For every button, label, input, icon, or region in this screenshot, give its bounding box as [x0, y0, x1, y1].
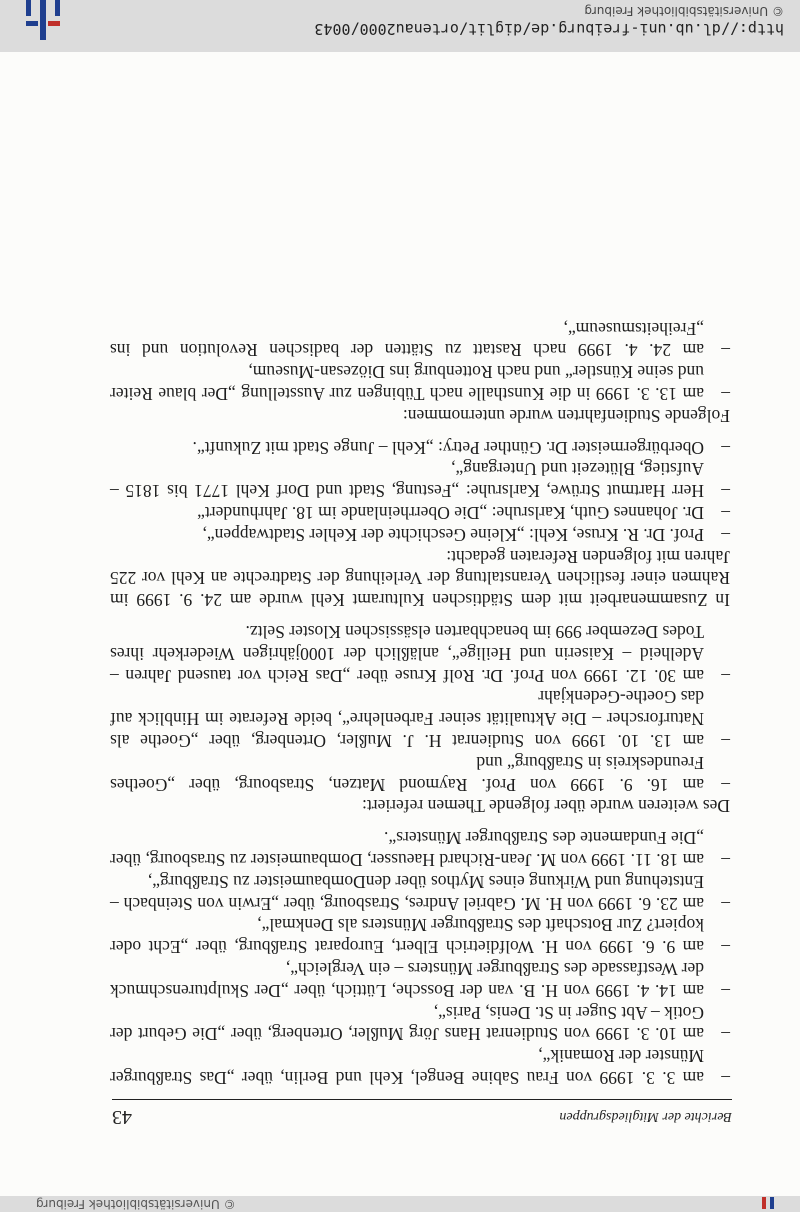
dash-marker: – — [721, 774, 730, 795]
dash-marker: – — [721, 437, 730, 458]
dash-marker: – — [721, 340, 730, 361]
dash-marker: – — [721, 503, 730, 524]
list-item: – Dr. Johannes Guth, Karlsruhe: „Die Oberrheinlande im 18. Jahrhundert“ — [197, 503, 730, 524]
library-credit: © Universitätsbibliothek Freiburg — [36, 1197, 236, 1211]
section-heading: Des weiteren wurde über folgende Themen referiert: — [362, 796, 730, 817]
dash-marker: – — [721, 850, 730, 871]
page-body — [110, 317, 730, 1088]
source-url-strip — [0, 0, 800, 52]
list-item: – Herr Hartmut Strüwe, Karlsruhe: „Festung, Stadt und Dorf Kehl 1771 bis 1815 – Aufstieg, Blütezeit und Untergang“, — [110, 459, 730, 502]
list-item: – am 23. 6. 1999 von H. M. Gabriel Andres, Strasbourg, über „Erwin von Steinbach – Entstehung und Wirkung eines Mythos über denDombaumeister zu Straßburg“, — [110, 871, 730, 914]
list-item: – am 10. 3. 1999 von Studienrat Hans Jörg Mußler, Ortenberg, über „Die Geburt der Gotik – Abt Suger in St. Denis, Paris“, — [110, 1002, 730, 1045]
lecture-list-c — [110, 436, 730, 545]
list-item: – Prof. Dr. R. Kruse, Kehl: „Kleine Geschichte der Kehler Stadtwappen“, — [202, 524, 730, 545]
lecture-list-b — [110, 620, 730, 794]
list-item: – am 18. 11. 1999 von M. Jean-Richard Haeusser, Dombaumeister zu Strasbourg, über „Die Fundamente des Straßburger Münsters“. — [110, 828, 730, 871]
section-heading: Folgende Studienfahrten wurde unternommen: — [402, 405, 730, 426]
list-item: – am 30. 12. 1999 von Prof. Dr. Rolf Kruse über „Das Reich vor tausend Jahren – Adelheid – Kaiserin und Heilige“, anläßlich der 1000jährigen Wiederkehr ihres Todes Dezember 999 im benachbarten elsässischen Kloster Seltz. — [110, 622, 730, 686]
list-item: – am 13. 10. 1999 von Studienrat H. J. Mußler, Ortenberg, über „Goethe als Naturforscher – Die Aktualität seiner Farbenlehre“, beide Referate im Hinblick auf das Goethe-Gedenkjahr — [110, 687, 730, 752]
dash-marker: – — [721, 731, 730, 752]
dash-marker: – — [721, 1024, 730, 1045]
list-item: – am 14. 4. 1999 von H. B. van der Bossche, Lüttich, über „Der Skulpturenschmuck der Westfassade des Straßburger Münsters – ein Vergleich“, — [110, 959, 730, 1001]
list-item: – am 13. 3. 1999 in die Kunsthalle nach Tübingen zur Ausstellung „Der blaue Reiter und seine Künstler“ und nach Rottenburg ins Diözesan-Museum, — [110, 362, 730, 405]
page-number: 43 — [112, 1106, 132, 1128]
running-title: Berichte der Mitgliedsgruppen — [559, 1109, 732, 1124]
lecture-list-a — [110, 826, 730, 1088]
trip-list — [110, 317, 730, 404]
running-head — [112, 1099, 732, 1128]
dash-marker: – — [721, 1068, 730, 1088]
dash-marker: – — [721, 665, 730, 686]
source-url[interactable]: http://dl.ub.uni-freiburg.de/diglit/ortenau2000/0043 — [314, 20, 784, 38]
footer-credit-strip — [0, 1196, 800, 1212]
dash-marker: – — [721, 481, 730, 502]
list-item: – am 3. 3. 1999 von Frau Sabine Bengel, Kehl und Berlin, über „Das Straßburger Münster der Romanik“, — [110, 1046, 730, 1088]
dash-marker: – — [721, 937, 730, 958]
paragraph: In Zusammenarbeit mit dem Städtischen Kulturamt Kehl wurde am 24. 9. 1999 im Rahmen einer festlichen Veranstaltung der Verleihung der Stadtrechte an Kehl vor 225 Jahren mit folgenden Referaten gedacht: — [110, 546, 730, 611]
university-logo — [20, 0, 64, 40]
list-item: – am 16. 9. 1999 von Prof. Raymond Matzen, Strasbourg, über „Goethes Freundeskreis in Straßburg“ und — [110, 752, 730, 795]
list-item: – am 24. 4. 1999 nach Rastatt zu Stätten der badischen Revolution und ins „Freiheitsmuseum“, — [110, 318, 730, 361]
dash-marker: – — [721, 893, 730, 914]
library-credit-small: © Universitätsbibliothek Freiburg — [584, 4, 784, 18]
list-item: – am 9. 6. 1999 von H. Wolfdietrich Elbert, Europarat Straßburg, über „Echt oder kopiert? Zur Botschaft des Straßburger Münsters als Denkmal“, — [110, 915, 730, 958]
list-item: – Oberbürgermeister Dr. Günther Petry: „Kehl – Junge Stadt mit Zukunft“. — [192, 437, 730, 458]
dash-marker: – — [721, 524, 730, 545]
dash-marker: – — [721, 980, 730, 1001]
dash-marker: – — [721, 384, 730, 405]
